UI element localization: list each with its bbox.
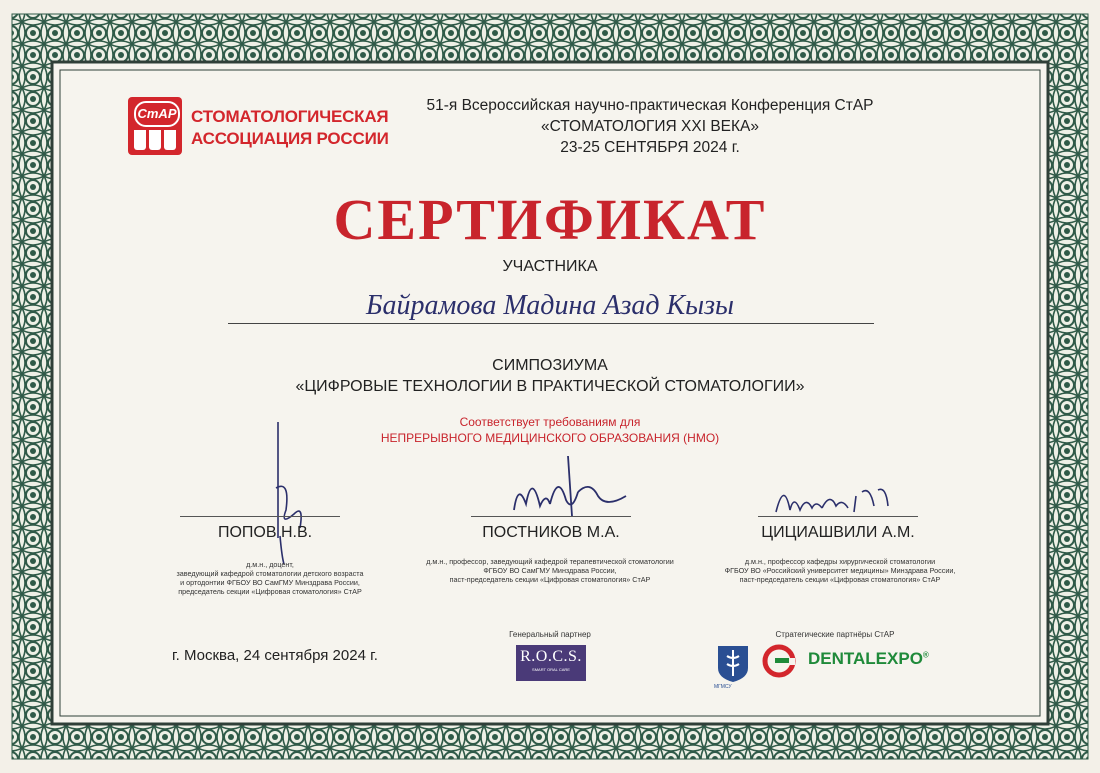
- symposium-title: «ЦИФРОВЫЕ ТЕХНОЛОГИИ В ПРАКТИЧЕСКОЙ СТОМАТОЛОГИИ»: [295, 378, 805, 395]
- mgmsu-caption: МГМСУ: [714, 684, 732, 690]
- org-name-line2: АССОЦИАЦИЯ РОССИИ: [191, 129, 389, 148]
- participant-name: Байрамова Мадина Азад Кызы: [366, 290, 734, 321]
- logo-monogram: СтАР: [134, 101, 180, 127]
- symposium-label: СИМПОЗИУМА: [492, 357, 608, 374]
- nmo-line2: НЕПРЕРЫВНОГО МЕДИЦИНСКОГО ОБРАЗОВАНИЯ (НМО): [380, 431, 720, 445]
- dentalexpo-mark-icon: [762, 644, 796, 678]
- dentalexpo-logo: DENTALEXPO®: [808, 649, 929, 668]
- certificate-subtitle: УЧАСТНИКА: [502, 258, 598, 275]
- org-name-line1: СТОМАТОЛОГИЧЕСКАЯ: [191, 107, 389, 126]
- conference-line2: «СТОМАТОЛОГИЯ XXI ВЕКА»: [540, 118, 760, 135]
- nmo-line1: Соответствует требованиям для: [459, 415, 641, 429]
- mgmsu-logo: [716, 644, 750, 684]
- conference-line1: 51-я Всероссийская научно-практическая Конференция СтАР: [426, 97, 874, 114]
- star-logo: [128, 97, 182, 155]
- signature-line-1: [180, 516, 340, 517]
- place-date: г. Москва, 24 сентября 2024 г.: [172, 647, 378, 664]
- signature-line-2: [471, 516, 631, 517]
- conference-line3: 23-25 СЕНТЯБРЯ 2024 г.: [560, 139, 740, 156]
- signature-postnikov: [506, 452, 636, 522]
- rocs-logo: R.O.C.S. SMART ORAL CARE: [516, 645, 586, 681]
- signatory-name-1: ПОПОВ Н.В.: [217, 524, 313, 541]
- signatory-name-3: ЦИЦИАШВИЛИ А.М.: [761, 524, 915, 541]
- signature-line-3: [758, 516, 918, 517]
- signatory-desc-3: д.м.н., профессор кафедры хирургической стоматологии ФГБОУ ВО «Российский университет медицины» Минздрава России, паст-председатель секции «Цифровая стоматология» СтАР: [724, 557, 956, 584]
- general-partner-label: Генеральный партнер: [509, 630, 591, 639]
- signatory-name-2: ПОСТНИКОВ М.А.: [482, 524, 620, 541]
- signature-popov: [262, 418, 322, 568]
- signatory-desc-2: д.м.н., профессор, заведующий кафедрой терапевтической стоматологии ФГБОУ ВО СамГМУ Минздрава России, паст-председатель секции «Цифровая стоматология» СтАР: [426, 557, 674, 584]
- name-underline: [228, 323, 874, 324]
- strategic-partners-label: Стратегические партнёры СтАР: [775, 630, 895, 639]
- logo-teeth: [134, 130, 176, 150]
- certificate-title: СЕРТИФИКАТ: [333, 187, 767, 252]
- signature-tsitsiashvili: [770, 476, 900, 520]
- signatory-desc-1: д.м.н., доцент, заведующий кафедрой стоматологии детского возраста и ортодонтии ФГБОУ ВО СамГМУ Минздрава России, председатель секции «Цифровая стоматология» СтАР: [176, 560, 364, 596]
